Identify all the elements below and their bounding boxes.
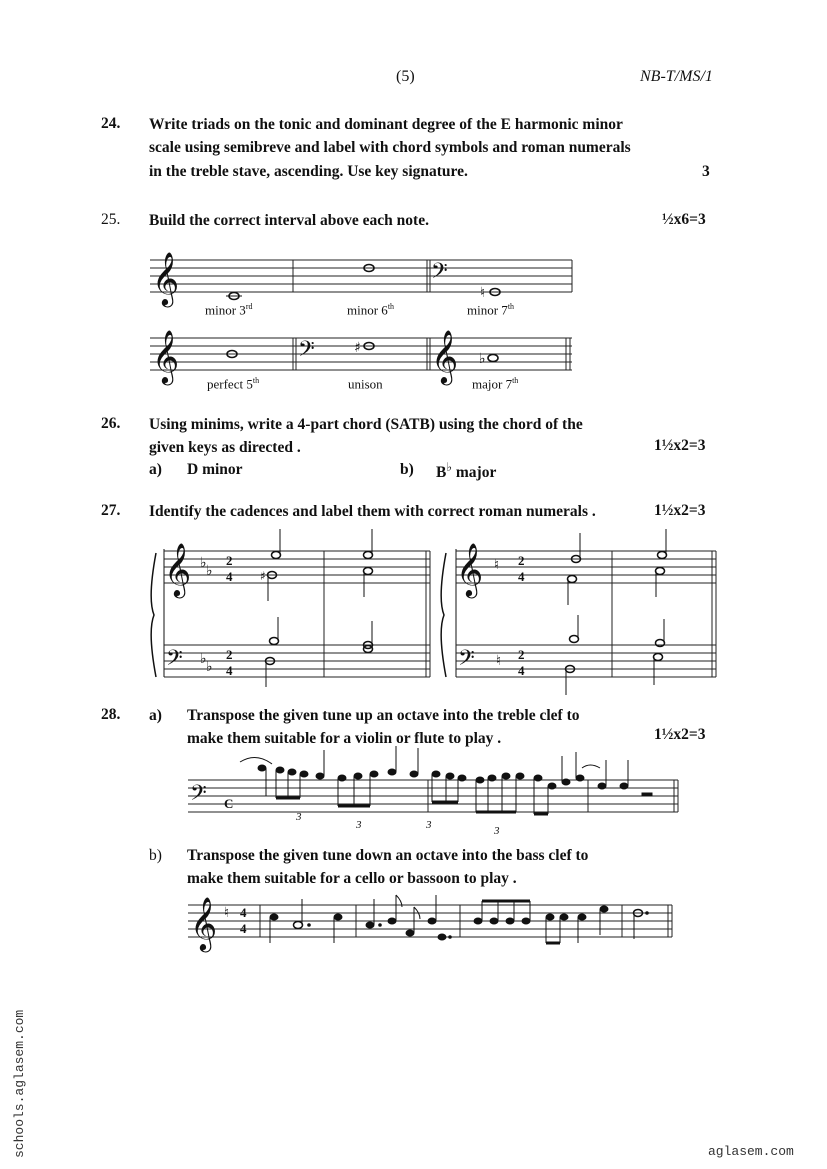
q24-marks: 3 (702, 163, 710, 180)
natural-icon: ♮ (494, 557, 500, 573)
footer-watermark: aglasem.com (708, 1144, 794, 1159)
time-sig-num: 4 (240, 905, 247, 920)
treble-clef-icon: 𝄞 (190, 896, 218, 950)
time-sig-num: 2 (226, 553, 233, 568)
semibreve-note (488, 355, 498, 362)
time-sig-den: 4 (240, 921, 247, 936)
q28-number: 28. (101, 706, 121, 723)
flat-icon: ♭ (479, 351, 486, 367)
flat-icon: ♭ (206, 659, 213, 675)
interval-label-1: minor 3rd (205, 302, 253, 318)
q28-marks: 1½x2=3 (654, 726, 706, 743)
interval-label-2: minor 6th (347, 302, 395, 318)
time-sig-den: 4 (226, 663, 233, 678)
interval-staff-1 (150, 250, 580, 310)
q26-a-text: D minor (187, 461, 243, 478)
q28-b-label: b) (149, 847, 162, 864)
triplet-mark: 3 (426, 819, 432, 831)
flat-icon: ♭ (206, 563, 213, 579)
interval-label-3: minor 7th (467, 302, 515, 318)
svg-text:♯: ♯ (260, 569, 266, 583)
page-number: (5) (396, 68, 415, 85)
cadence-grand-staff-2 (438, 542, 728, 695)
treble-clef-icon: 𝄞 (431, 329, 459, 383)
q28-b-line2: make them suitable for a cello or bassoon to play . (187, 870, 517, 888)
q24-number: 24. (101, 115, 121, 132)
q24-line3: in the treble stave, ascending. Use key signature. (149, 162, 468, 180)
interval-label-4: perfect 5th (207, 376, 260, 392)
bass-clef-icon: 𝄢 (166, 646, 183, 676)
time-sig-den: 4 (226, 569, 233, 584)
bass-clef-icon: 𝄢 (431, 259, 448, 289)
triplet-mark: 3 (296, 811, 302, 823)
q26-line1: Using minims, write a 4-part chord (SATB) using the chord of the (149, 416, 583, 433)
q28-a-text (187, 704, 647, 751)
bass-clef-icon: 𝄢 (298, 337, 315, 367)
treble-clef-icon: 𝄞 (152, 251, 180, 305)
q26-marks: 1½x2=3 (654, 437, 706, 454)
q28-a-line1: Transpose the given tune up an octave into the treble clef to (187, 707, 580, 724)
tune-b-staff (188, 895, 678, 955)
flat-icon: ♭ (200, 651, 207, 667)
bass-clef-icon: 𝄢 (458, 646, 475, 676)
q27-text: Identify the cadences and label them with correct roman numerals . (149, 503, 596, 520)
time-sig-den: 4 (518, 663, 525, 678)
paper-code: NB-T/MS/1 (640, 68, 713, 85)
q26-line2: given keys as directed . (149, 439, 301, 457)
time-sig-num: 2 (518, 553, 525, 568)
q25-marks: ½x6=3 (662, 211, 706, 228)
natural-icon: ♮ (224, 905, 230, 921)
time-sig-den: 4 (518, 569, 525, 584)
q28-b-text (187, 844, 647, 891)
brace-icon (441, 553, 446, 677)
common-time-icon: C (224, 796, 234, 811)
q25-number: 25. (101, 211, 121, 228)
interval-label-6: major 7th (472, 376, 519, 392)
q28-b-line1: Transpose the given tune down an octave into the bass clef to (187, 847, 589, 864)
q26-b-text: B♭ major (436, 460, 497, 482)
treble-clef-icon: 𝄞 (164, 542, 192, 596)
time-sig-num: 2 (518, 647, 525, 662)
q27-marks: 1½x2=3 (654, 502, 706, 519)
q27-number: 27. (101, 502, 121, 519)
natural-icon: ♮ (480, 285, 486, 301)
q26-number: 26. (101, 415, 121, 432)
q26-a-label: a) (149, 461, 162, 478)
time-sig-num: 2 (226, 647, 233, 662)
q26-text (149, 413, 669, 460)
q24-text (149, 113, 689, 183)
treble-clef-icon: 𝄞 (456, 542, 484, 596)
q28-a-label: a) (149, 707, 162, 724)
q24-line1: Write triads on the tonic and dominant degree of the E harmonic minor (149, 116, 623, 133)
natural-icon: ♮ (496, 653, 502, 669)
sharp-icon: ♯ (354, 340, 361, 356)
triplet-mark: 3 (494, 825, 500, 837)
side-watermark: schools.aglasem.com (12, 1009, 27, 1158)
interval-label-5: unison (348, 376, 383, 392)
brace-icon (151, 553, 156, 677)
tune-a-staff (188, 760, 684, 840)
q24-line2: scale using semibreve and label with chord symbols and roman numerals (149, 139, 631, 157)
flat-icon: ♭ (200, 555, 207, 571)
q26-b-label: b) (400, 461, 414, 478)
bass-clef-icon: 𝄢 (190, 781, 207, 811)
q25-text: Build the correct interval above each note. (149, 212, 429, 229)
treble-clef-icon: 𝄞 (152, 329, 180, 383)
cadence-grand-staff-1 (148, 542, 438, 695)
q28-a-line2: make them suitable for a violin or flute to play . (187, 730, 502, 748)
triplet-mark: 3 (356, 819, 362, 831)
